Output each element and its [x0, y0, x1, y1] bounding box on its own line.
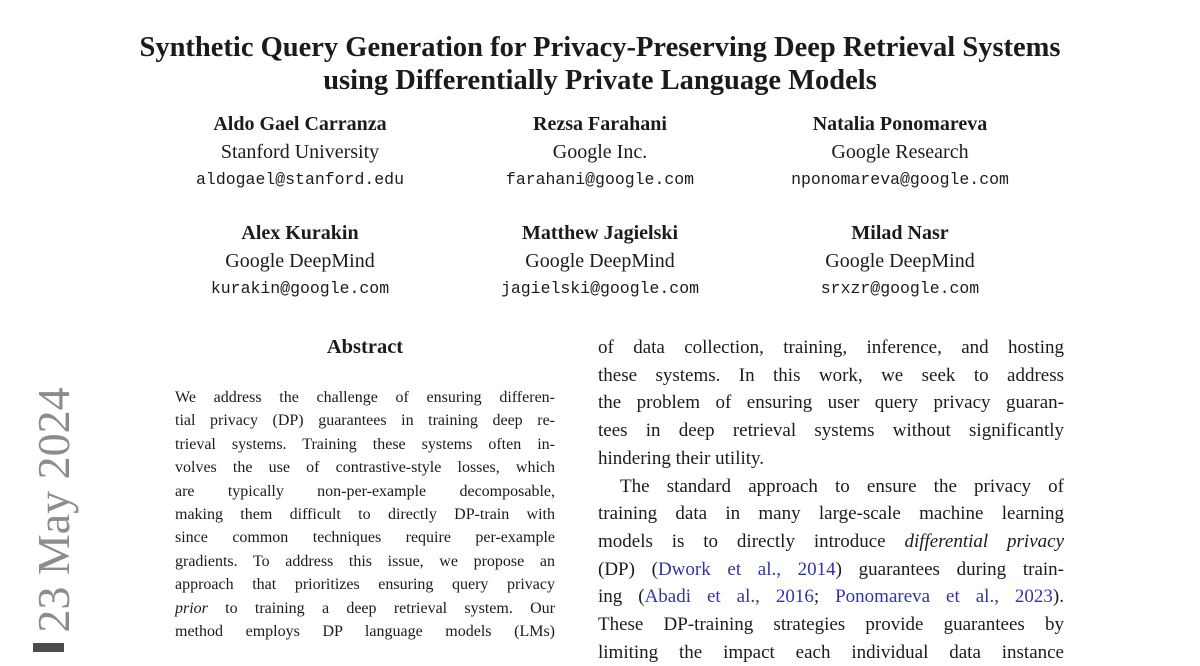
abstract-body [175, 386, 555, 643]
text-line [175, 526, 555, 549]
body-text: ; [813, 586, 836, 608]
body-text: to training a deep retrieval system. Our [207, 599, 555, 617]
body-text: the problem of ensuring user query privacy guaran- [598, 392, 1064, 414]
author-affiliation: Google DeepMind [825, 250, 975, 272]
text-line [175, 573, 555, 596]
body-text: trieval systems. Training these systems often in- [175, 435, 555, 453]
text-line [598, 334, 1064, 362]
text-line [175, 503, 555, 526]
text-line [175, 409, 555, 432]
author-email: nponomareva@google.com [791, 170, 1009, 189]
author-affiliation: Google DeepMind [225, 250, 375, 272]
body-text: ). [1052, 586, 1064, 608]
author-block [150, 110, 1050, 303]
text-line [598, 583, 1064, 611]
text-line [175, 620, 555, 643]
text-line [175, 480, 555, 503]
author-name: Aldo Gael Carranza [213, 113, 387, 135]
text-line [598, 417, 1064, 445]
body-text: hindering their utility. [598, 447, 765, 469]
author-card [750, 219, 1050, 303]
author-card [450, 219, 750, 303]
text-line [598, 473, 1064, 501]
body-text: ) guarantees during train- [835, 558, 1064, 580]
body-text: of data collection, training, inference, and hosting [598, 337, 1064, 358]
body-text: models is to directly introduce [598, 530, 905, 552]
text-line [175, 597, 555, 620]
body-text: approach that prioritizes ensuring query privacy [175, 576, 555, 594]
author-email: jagielski@google.com [500, 279, 700, 298]
author-card [750, 110, 1050, 194]
body-text: making them difficult to directly DP-train with [175, 506, 555, 524]
author-affiliation: Google Inc. [552, 141, 648, 163]
body-text: these systems. In this work, we seek to address [598, 364, 1064, 386]
author-email: aldogael@stanford.edu [196, 170, 404, 189]
paper-title-line2: using Differentially Private Language Models [323, 65, 877, 96]
text-line [598, 639, 1064, 666]
author-name: Alex Kurakin [241, 222, 359, 244]
body-text: limiting the impact each individual data instance [598, 641, 1064, 663]
author-name: Natalia Ponomareva [812, 113, 988, 135]
arxiv-date-text: 23 May 2024 [28, 387, 79, 633]
author-card [150, 110, 450, 194]
text-line [598, 500, 1064, 528]
author-card [150, 219, 450, 303]
text-line [175, 433, 555, 456]
body-text: We address the challenge of ensuring differen- [175, 389, 555, 406]
author-email: farahani@google.com [505, 170, 695, 189]
author-affiliation: Stanford University [220, 141, 380, 163]
body-text: tial privacy (DP) guarantees in training deep re- [175, 412, 555, 430]
body-text: The standard approach to ensure the privacy of [620, 475, 1064, 497]
author-name: Milad Nasr [851, 222, 949, 244]
author-affiliation: Google DeepMind [525, 250, 675, 272]
text-line [598, 556, 1064, 584]
introduction-column [598, 334, 1064, 666]
text-line [598, 389, 1064, 417]
text-line [598, 611, 1064, 639]
body-text: are typically non-per-example decomposable, [175, 482, 555, 500]
abstract-heading: Abstract [326, 336, 404, 358]
body-text: volves the use of contrastive-style losses, which [175, 459, 555, 477]
author-affiliation: Google Research [831, 141, 969, 163]
body-text: training data in many large-scale machine learning [598, 503, 1064, 525]
citation-link[interactable]: Dwork et al., 2014 [657, 558, 836, 580]
text-line [598, 528, 1064, 556]
paper-title [0, 31, 1200, 97]
text-line [175, 456, 555, 479]
citation-link[interactable]: Ponomareva et al., 2023 [835, 586, 1053, 608]
citation-link[interactable]: Abadi et al., 2016 [644, 586, 814, 608]
author-name: Rezsa Farahani [533, 113, 667, 135]
text-line [598, 445, 1064, 473]
text-line [175, 386, 555, 409]
body-text: gradients. To address this issue, we propose an [175, 552, 555, 570]
body-text: ing ( [598, 586, 645, 608]
body-text: tees in deep retrieval systems without significantly [598, 420, 1064, 442]
body-text: (DP) ( [598, 558, 658, 580]
text-line [598, 362, 1064, 390]
abstract-column [175, 336, 555, 643]
author-card [450, 110, 750, 194]
arxiv-banner-clipped-artifact [33, 643, 64, 652]
author-name: Matthew Jagielski [521, 222, 679, 244]
arxiv-date-banner [29, 380, 79, 640]
body-text: These DP-training strategies provide guarantees by [598, 614, 1064, 636]
body-text: method employs DP language models (LMs) [175, 623, 555, 641]
text-line [175, 550, 555, 573]
paper-title-line1: Synthetic Query Generation for Privacy-Preserving Deep Retrieval Systems [139, 32, 1061, 63]
author-email: srxzr@google.com [820, 279, 980, 298]
body-text: since common techniques require per-example [175, 529, 555, 547]
italic-text: differential privacy [904, 530, 1064, 552]
author-email: kurakin@google.com [210, 279, 390, 298]
italic-text: prior [175, 599, 208, 617]
